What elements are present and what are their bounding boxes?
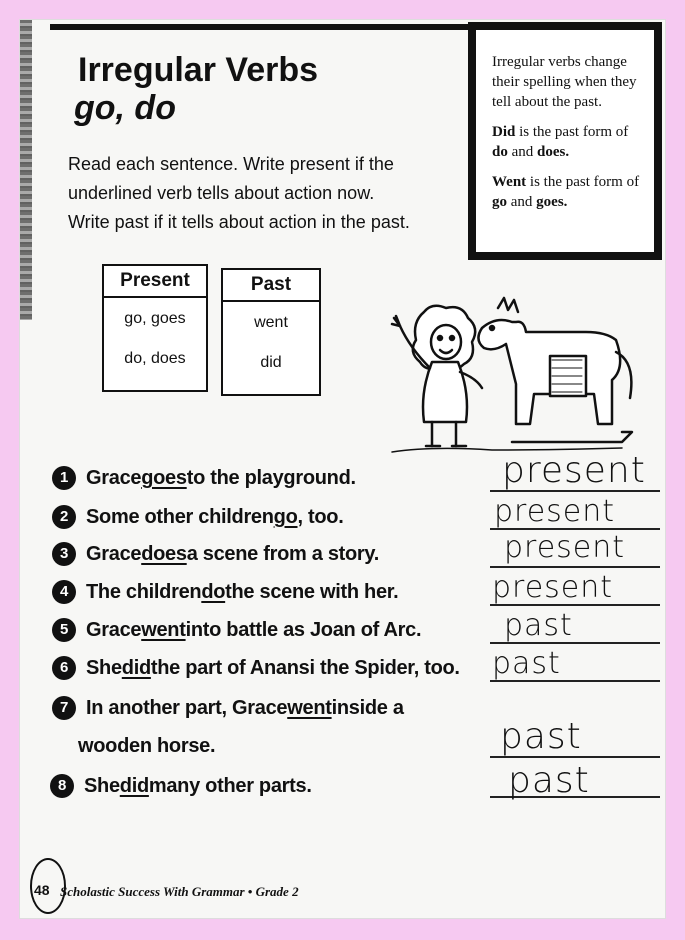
question-number: 7 [52, 696, 76, 720]
question-5: 5 Grace went into battle as Joan of Arc. [52, 618, 421, 642]
rule-text-2: Did is the past form of do and does. [492, 124, 629, 160]
question-number: 5 [52, 618, 76, 642]
underlined-verb: do [201, 581, 226, 603]
question-4: 4 The children do the scene with her. [52, 580, 398, 604]
underlined-verb: went [141, 619, 186, 641]
question-8: 8 She did many other parts. [50, 774, 312, 798]
answer-1[interactable]: present [502, 450, 646, 491]
top-rule [50, 24, 470, 30]
present-table-cell: do, does [124, 350, 186, 367]
question-number: 2 [52, 505, 76, 529]
underlined-verb: does [141, 543, 187, 565]
present-table [102, 264, 208, 392]
underlined-verb: went [287, 697, 332, 719]
past-table-cell: went [254, 314, 288, 331]
past-table-header: Past [223, 270, 319, 302]
question-1: 1 Grace goes to the playground. [52, 466, 356, 490]
page-title: Irregular Verbs [78, 51, 319, 89]
rule-text-1: Irregular verbs change their spelling when they tell about the past. [492, 54, 637, 110]
worksheet-page [20, 20, 665, 918]
question-7-line-2: wooden horse. [78, 735, 216, 757]
answer-5[interactable]: past [504, 608, 573, 643]
binding-edge [20, 20, 32, 320]
answer-4[interactable]: present [492, 570, 614, 605]
instructions-line-3: Write past if it tells about action in the past. [68, 212, 410, 232]
footer-text: Scholastic Success With Grammar • Grade 2 [60, 884, 299, 899]
past-table-cell: did [260, 354, 282, 371]
rule-text-3: Went is the past form of go and goes. [492, 174, 640, 210]
underlined-verb: did [119, 775, 149, 797]
answer-3[interactable]: present [504, 530, 626, 565]
question-number: 1 [52, 466, 76, 490]
underlined-verb: did [121, 657, 151, 679]
question-6: 6 She did the part of Anansi the Spider, too. [52, 656, 460, 680]
present-table-header: Present [104, 266, 206, 298]
answer-2[interactable]: present [494, 494, 616, 529]
girl-and-horse-illustration [372, 282, 652, 472]
rule-box [468, 22, 662, 260]
question-number: 4 [52, 580, 76, 604]
page-subtitle: go, do [74, 89, 176, 127]
page-number: 48 [34, 882, 50, 898]
past-table [221, 268, 321, 396]
answer-line [490, 566, 660, 568]
instructions [68, 150, 458, 237]
question-2: 2 Some other children go , too. [52, 505, 343, 529]
instructions-line-2: underlined verb tells about action now. [68, 183, 375, 203]
question-number: 6 [52, 656, 76, 680]
question-number: 3 [52, 542, 76, 566]
answer-7[interactable]: past [500, 716, 582, 757]
answer-6[interactable]: past [492, 646, 561, 681]
underlined-verb: goes [141, 467, 187, 489]
question-7: 7 In another part, Grace went inside a [52, 696, 404, 720]
question-3: 3 Grace does a scene from a story. [52, 542, 379, 566]
present-table-cell: go, goes [124, 310, 186, 327]
question-number: 8 [50, 774, 74, 798]
underlined-verb: go [273, 506, 298, 528]
answer-8[interactable]: past [508, 760, 590, 801]
instructions-line-1: Read each sentence. Write present if the [68, 154, 394, 174]
